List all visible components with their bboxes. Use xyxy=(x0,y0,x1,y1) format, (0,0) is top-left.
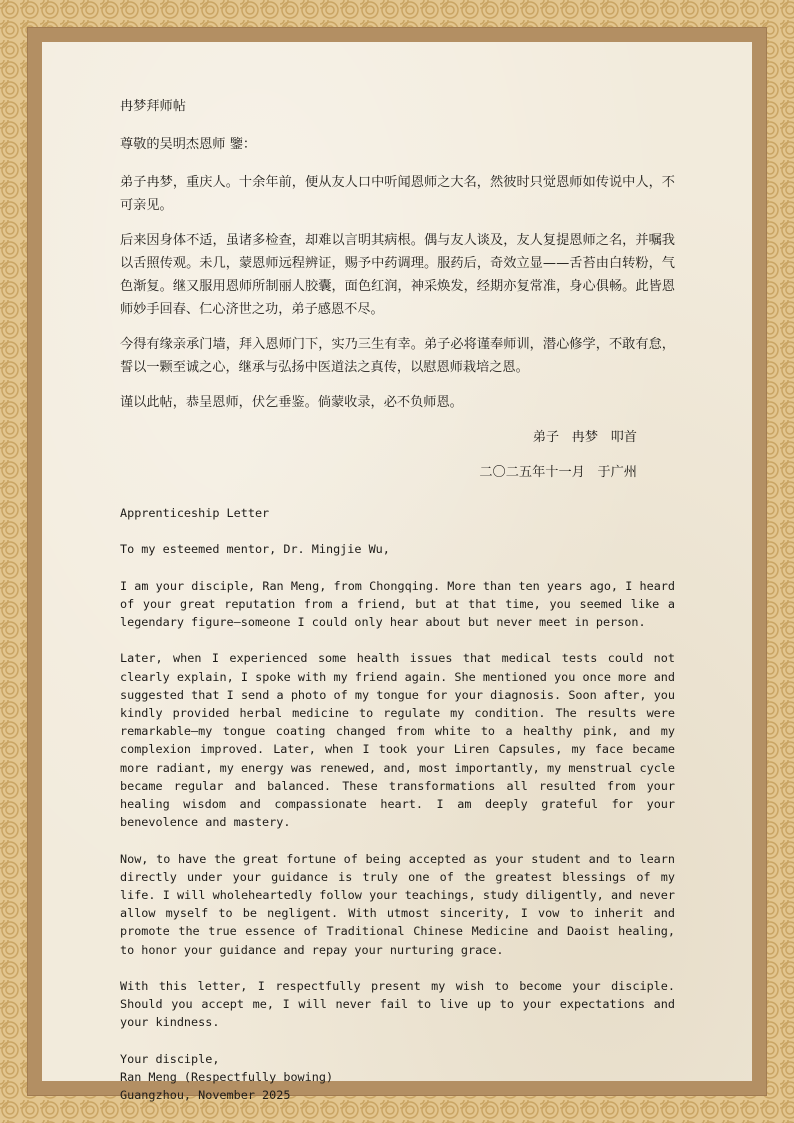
english-title: Apprenticeship Letter xyxy=(120,506,270,520)
english-place-date: Guangzhou, November 2025 xyxy=(120,1088,291,1103)
english-paragraph: Now, to have the great fortune of being accepted as your student and to learn directly under your guidance is truly one of the greatest blessings of my life. I will wholeheartedly follow your teachings, study diligently, and never allow myself to be negligent. With utmost sincerity, I vow to inherit and promote the true essence of Traditional Chinese Medicine and Daoist healing, to honor your guidance and repay your nurturing grace. xyxy=(120,851,675,957)
english-paragraph: Later, when I experienced some health issues that medical tests could not clearly explain, I spoke with my friend again. She mentioned you once more and suggested that I send a photo of my tongue for your diagnosis. Soon after, you kindly provided herbal medicine to regulate my condition. The results were remarkable—my tongue coating changed from white to a healthy pink, and my complexion improved. Later, when I took your Liren Capsules, my face became more radiant, my energy was renewed, and, most importantly, my menstrual cycle became regular and balanced. These transformations all resulted from your healing wisdom and compassionate heart. I am deeply grateful for your benevolence and mastery. xyxy=(120,651,675,830)
chinese-date: 二〇二五年十一月 于广州 xyxy=(479,465,637,480)
english-closing: Your disciple, xyxy=(120,1051,220,1066)
chinese-signature: 弟子 冉梦 叩首 xyxy=(532,430,637,445)
letter-content xyxy=(120,95,675,1104)
chinese-salutation: 尊敬的吴明杰恩师 鑒： xyxy=(120,137,257,152)
english-salutation: To my esteemed mentor, Dr. Mingjie Wu, xyxy=(120,542,390,557)
chinese-paragraph: 弟子冉梦，重庆人。十余年前，便从友人口中听闻恩师之大名，然彼时只觉恩师如传说中人，不可亲见。 xyxy=(120,175,675,213)
chinese-letter xyxy=(120,95,675,484)
english-letter xyxy=(120,504,675,1104)
chinese-paragraph: 谨以此帖，恭呈恩师，伏乞垂鉴。倘蒙收录，必不负师恩。 xyxy=(120,395,463,410)
english-paragraph: I am your disciple, Ran Meng, from Chongqing. More than ten years ago, I heard of your great reputation from a friend, but at that time, you seemed like a legendary figure—someone I could only hear about but never meet in person. xyxy=(120,578,675,629)
chinese-paragraph: 后来因身体不适，虽诸多检查，却难以言明其病根。偶与友人谈及，友人复提恩师之名，并嘱我以舌照传观。未几，蒙恩师远程辨证，赐予中药调理。服药后，奇效立显——舌苔由白转粉，气色渐复。继又服用恩师所制丽人胶囊，面色红润，神采焕发，经期亦复常准，身心俱畅。此皆恩师妙手回春、仁心济世之功，弟子感恩不尽。 xyxy=(120,233,675,317)
english-signature: Ran Meng (Respectfully bowing) xyxy=(120,1070,334,1085)
english-paragraph: With this letter, I respectfully present my wish to become your disciple. Should you accept me, I will never fail to live up to your expectations and your kindness. xyxy=(120,979,675,1030)
chinese-paragraph: 今得有缘亲承门墙，拜入恩师门下，实乃三生有幸。弟子必将谨奉师训，潜心修学，不敢有怠，誓以一颗至诚之心，继承与弘扬中医道法之真传，以慰恩师栽培之恩。 xyxy=(120,337,675,375)
chinese-title: 冉梦拜师帖 xyxy=(120,99,186,114)
